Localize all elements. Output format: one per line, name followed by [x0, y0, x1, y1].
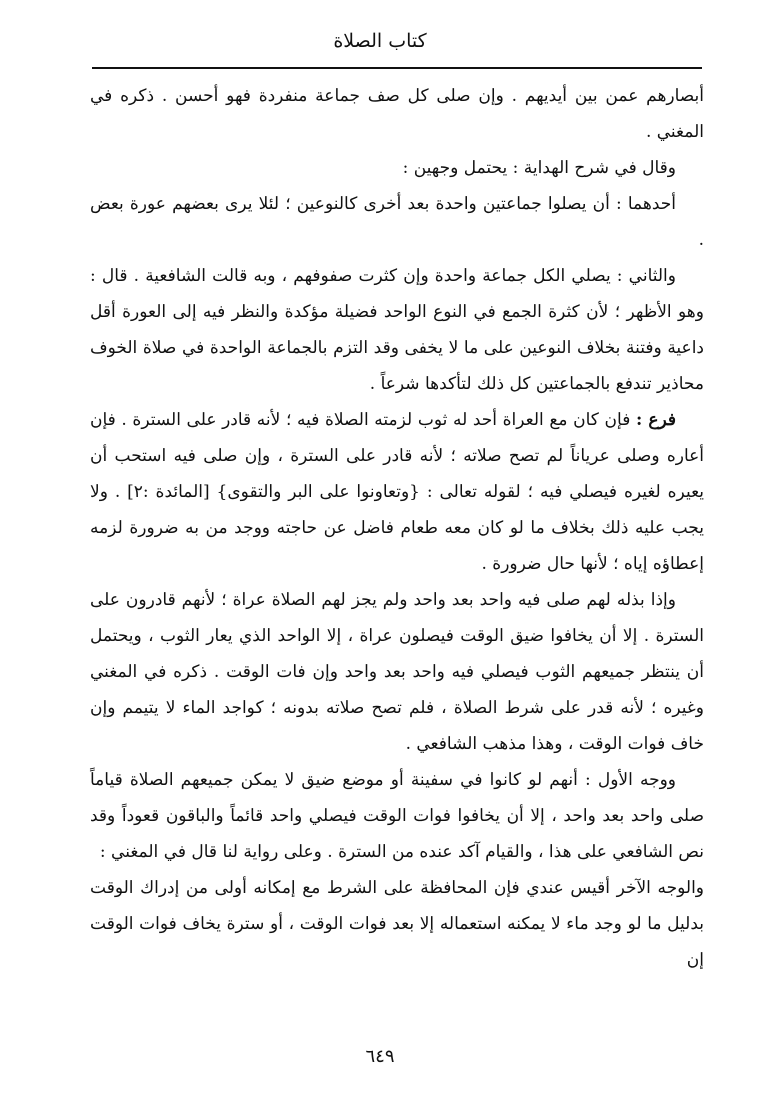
paragraph-text: وقال في شرح الهداية : يحتمل وجهين : [402, 158, 676, 178]
paragraph-2 [90, 150, 704, 186]
paragraph-text: أحدهما : أن يصلوا جماعتين واحدة بعد أخرى كالنوعين ؛ لئلا يرى بعضهم عورة بعض . [90, 194, 704, 250]
running-header-title: كتاب الصلاة [333, 30, 427, 52]
paragraph-text: والوجه الآخر أقيس عندي فإن المحافظة على الشرط مع إمكانه أولى من إدراك الوقت بدليل ما لو وجد ماء لا يمكنه استعماله إلا بعد فوات الوقت ، أو سترة يخاف فوات الوقت إن [90, 878, 704, 970]
paragraph-text: ووجه الأول : أنهم لو كانوا في سفينة أو موضع ضيق لا يمكن جميعهم الصلاة قياماً صلى واحد بعد واحد ، إلا أن يخافوا فوات الوقت فيصلي واحد قائماً والباقون قعوداً وقد نص الشافعي على هذا ، والقيام آكد عنده من السترة . وعلى رواية لنا قال في المغني : [90, 770, 704, 862]
page-body [90, 78, 704, 978]
paragraph-5 [90, 402, 704, 582]
paragraph-text: وإذا بذله لهم صلى فيه واحد بعد واحد ولم يجز لهم الصلاة عراة ؛ لأنهم قادرون على السترة . إلا أن يخافوا ضيق الوقت فيصلون عراة ، إلا الواحد الذي يعار الثوب ، ويحتمل أن ينتظر جميعهم الثوب فيصلي فيه واحد بعد واحد وإن فات الوقت . ذكره في المغني وغيره ؛ لأنه قدر على شرط الصلاة ، فلم تصح صلاته بدونه ؛ كواجد الماء لا يتيمم وإن خاف فوات الوقت ، وهذا مذهب الشافعي . [90, 590, 704, 754]
paragraph-text: والثاني : يصلي الكل جماعة واحدة وإن كثرت صفوفهم ، وبه قالت الشافعية . قال : وهو الأظهر ؛ لأن كثرة الجمع في النوع الواحد فضيلة مؤكدة والنظر فيه إلى العورة أقل داعية وفتنة بخلاف النوعين على ما لا يخفى وقد التزم بالجماعة الواحدة في صلاة الخوف محاذير تندفع بالجماعتين كل ذلك لتأكدها شرعاً . [90, 266, 704, 394]
paragraph-1 [90, 78, 704, 150]
header-divider [92, 67, 702, 69]
paragraph-3 [90, 186, 704, 258]
paragraph-8 [90, 870, 704, 978]
paragraph-4 [90, 258, 704, 402]
paragraph-text: أبصارهم عمن بين أيديهم . وإن صلى كل صف جماعة منفردة فهو أحسن . ذكره في المغني . [90, 86, 704, 142]
paragraph-6 [90, 582, 704, 762]
paragraph-text: فإن كان مع العراة أحد له ثوب لزمته الصلاة فيه ؛ لأنه قادر على السترة . فإن أعاره وصلى عرياناً لم تصح صلاته ؛ لأنه قادر على السترة ، وإن صلى فيه استحب أن يعيره لغيره فيصلي فيه ؛ لقوله تعالى : {وتعاونوا على البر والتقوى} [المائدة :٢] . ولا يجب عليه ذلك بخلاف ما لو كان معه طعام فاضل عن حاجته ووجد من به ضرورة لزمه إعطاؤه إياه ؛ لأنها حال ضرورة . [90, 410, 705, 574]
section-term: فرع : [635, 410, 677, 430]
page-number: ٦٤٩ [365, 1046, 395, 1067]
paragraph-7 [90, 762, 704, 870]
